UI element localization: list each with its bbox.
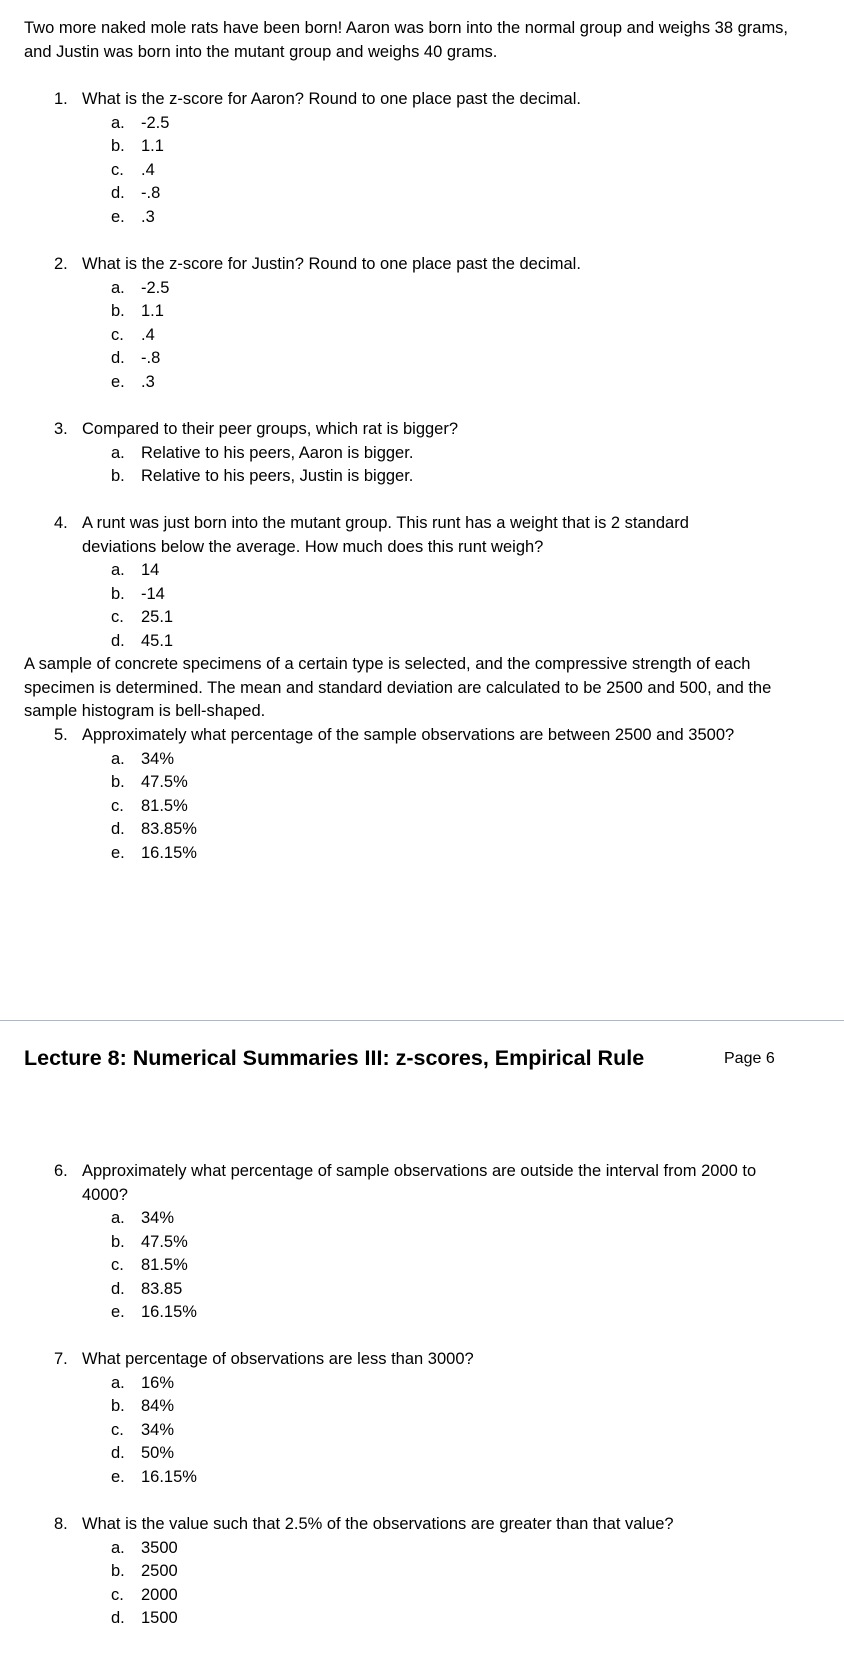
page-header-title: Lecture 8: Numerical Summaries III: z-scores, Empirical Rule <box>24 1046 645 1070</box>
option-letter: b. <box>111 467 125 485</box>
option-item <box>0 135 844 159</box>
option-letter: b. <box>111 1232 125 1251</box>
option-letter: a. <box>111 561 125 579</box>
option-item <box>0 1301 844 1325</box>
option-text: 2500 <box>141 1562 178 1580</box>
question-text: What percentage of observations are less than 3000? <box>82 1350 474 1368</box>
option-item <box>0 1537 844 1561</box>
option-letter: d. <box>111 631 125 650</box>
option-item <box>0 771 844 795</box>
option-letter: d. <box>111 1444 125 1462</box>
option-text: 1500 <box>141 1609 178 1627</box>
options-list <box>0 1207 844 1325</box>
question-5 <box>0 724 844 865</box>
question-number: 1. <box>54 90 68 108</box>
question-text: Approximately what percentage of sample observations are outside the interval from 2000 to 4000? <box>82 1162 757 1204</box>
option-item <box>0 1372 844 1396</box>
question-7 <box>0 1348 844 1489</box>
option-text: 47.5% <box>141 1232 188 1251</box>
option-item <box>0 842 844 866</box>
option-letter: c. <box>111 325 124 344</box>
option-item <box>0 324 844 348</box>
option-letter: d. <box>111 1609 125 1627</box>
question-text: What is the value such that 2.5% of the observations are greater than that value? <box>82 1515 674 1533</box>
option-letter: a. <box>111 749 125 768</box>
option-item <box>0 1442 844 1466</box>
option-letter: b. <box>111 1397 125 1415</box>
option-letter: a. <box>111 113 125 132</box>
option-text: .4 <box>141 325 155 344</box>
option-text: -.8 <box>141 349 161 367</box>
option-text: 81.5% <box>141 796 188 815</box>
option-text: 16% <box>141 1373 175 1392</box>
option-item <box>0 1466 844 1490</box>
option-letter: c. <box>111 796 124 815</box>
option-item <box>0 1207 844 1231</box>
question-number: 8. <box>54 1515 68 1533</box>
option-text: 81.5% <box>141 1256 188 1274</box>
option-item <box>0 277 844 301</box>
options-list <box>0 559 844 653</box>
option-item <box>0 559 844 583</box>
option-letter: c. <box>111 608 124 626</box>
option-item <box>0 748 844 772</box>
option-item <box>0 1560 844 1584</box>
option-item <box>0 347 844 371</box>
options-list <box>0 442 844 489</box>
option-text: .3 <box>141 372 155 391</box>
option-letter: e. <box>111 1467 125 1486</box>
question-text: A runt was just born into the mutant group. This runt has a weight that is 2 standard deviations below the average. How much does this runt weigh? <box>82 514 689 556</box>
question-1 <box>0 88 844 229</box>
option-item <box>0 1278 844 1302</box>
option-item <box>0 465 844 489</box>
option-letter: a. <box>111 1209 125 1227</box>
option-letter: a. <box>111 1538 125 1557</box>
options-list <box>0 112 844 230</box>
option-text: 14 <box>141 561 160 579</box>
option-letter: c. <box>111 1585 124 1604</box>
option-text: Relative to his peers, Justin is bigger. <box>141 467 414 485</box>
question-3 <box>0 418 844 489</box>
option-text: 1.1 <box>141 302 164 320</box>
option-letter: b. <box>111 584 125 603</box>
intro-paragraph-mole-rats: Two more naked mole rats have been born! Aaron was born into the normal group and weighs 38 grams, and Justin was born into the mutant group and weighs 40 grams. <box>24 19 789 61</box>
option-text: 84% <box>141 1397 175 1415</box>
question-number: 4. <box>54 514 68 532</box>
option-item <box>0 371 844 395</box>
question-number: 7. <box>54 1350 68 1368</box>
option-item <box>0 206 844 230</box>
option-item <box>0 1231 844 1255</box>
option-text: -2.5 <box>141 113 170 132</box>
option-item <box>0 1607 844 1631</box>
question-number: 6. <box>54 1162 68 1180</box>
option-text: 16.15% <box>141 843 197 862</box>
option-text: -2.5 <box>141 278 170 297</box>
option-item <box>0 583 844 607</box>
option-letter: d. <box>111 1279 125 1298</box>
options-list <box>0 1372 844 1490</box>
option-item <box>0 442 844 466</box>
option-text: 25.1 <box>141 608 174 626</box>
option-letter: e. <box>111 372 125 391</box>
option-text: 1.1 <box>141 137 164 155</box>
option-text: 16.15% <box>141 1467 197 1486</box>
option-letter: a. <box>111 443 125 462</box>
question-6 <box>0 1160 844 1325</box>
option-letter: a. <box>111 278 125 297</box>
option-letter: c. <box>111 1256 124 1274</box>
option-text: 34% <box>141 1420 175 1439</box>
option-text: -14 <box>141 584 165 603</box>
question-8 <box>0 1513 844 1631</box>
question-4 <box>0 512 844 653</box>
option-letter: b. <box>111 1562 125 1580</box>
option-letter: c. <box>111 1420 124 1439</box>
option-letter: d. <box>111 184 125 202</box>
option-text: 50% <box>141 1444 175 1462</box>
option-text: 83.85% <box>141 820 197 838</box>
option-text: .3 <box>141 207 155 226</box>
question-text: Approximately what percentage of the sample observations are between 2500 and 3500? <box>82 726 735 744</box>
option-item <box>0 630 844 654</box>
option-item <box>0 1395 844 1419</box>
page-divider <box>0 1020 844 1021</box>
option-item <box>0 606 844 630</box>
option-item <box>0 182 844 206</box>
question-number: 2. <box>54 255 68 273</box>
option-letter: e. <box>111 1303 125 1321</box>
options-list <box>0 1537 844 1631</box>
question-2 <box>0 253 844 394</box>
option-text: 45.1 <box>141 631 174 650</box>
intro-paragraph-concrete: A sample of concrete specimens of a certain type is selected, and the compressive strength of each specimen is determined. The mean and standard deviation are calculated to be 2500 and 500, and the sample histogram is bell-shaped. <box>24 655 772 720</box>
option-text: 2000 <box>141 1585 178 1604</box>
option-letter: b. <box>111 302 125 320</box>
option-text: Relative to his peers, Aaron is bigger. <box>141 443 414 462</box>
question-number: 3. <box>54 420 68 438</box>
option-text: 47.5% <box>141 773 188 791</box>
option-text: 34% <box>141 1209 175 1227</box>
option-letter: e. <box>111 207 125 226</box>
option-letter: d. <box>111 820 125 838</box>
options-list <box>0 277 844 395</box>
option-letter: e. <box>111 843 125 862</box>
option-letter: b. <box>111 773 125 791</box>
option-text: 16.15% <box>141 1303 197 1321</box>
options-list <box>0 748 844 866</box>
option-letter: c. <box>111 160 124 179</box>
option-letter: a. <box>111 1373 125 1392</box>
option-item <box>0 112 844 136</box>
option-text: .4 <box>141 160 155 179</box>
question-text: What is the z-score for Aaron? Round to one place past the decimal. <box>82 90 581 108</box>
option-text: 34% <box>141 749 175 768</box>
option-text: 83.85 <box>141 1279 183 1298</box>
option-item <box>0 300 844 324</box>
question-text: Compared to their peer groups, which rat is bigger? <box>82 420 459 438</box>
option-item <box>0 818 844 842</box>
question-number: 5. <box>54 726 68 744</box>
option-letter: d. <box>111 349 125 367</box>
question-text: What is the z-score for Justin? Round to one place past the decimal. <box>82 255 581 273</box>
option-text: -.8 <box>141 184 161 202</box>
page-number: Page 6 <box>724 1050 775 1067</box>
option-letter: b. <box>111 137 125 155</box>
option-item <box>0 1254 844 1278</box>
option-item <box>0 795 844 819</box>
option-item <box>0 1419 844 1443</box>
option-item <box>0 1584 844 1608</box>
option-item <box>0 159 844 183</box>
option-text: 3500 <box>141 1538 178 1557</box>
